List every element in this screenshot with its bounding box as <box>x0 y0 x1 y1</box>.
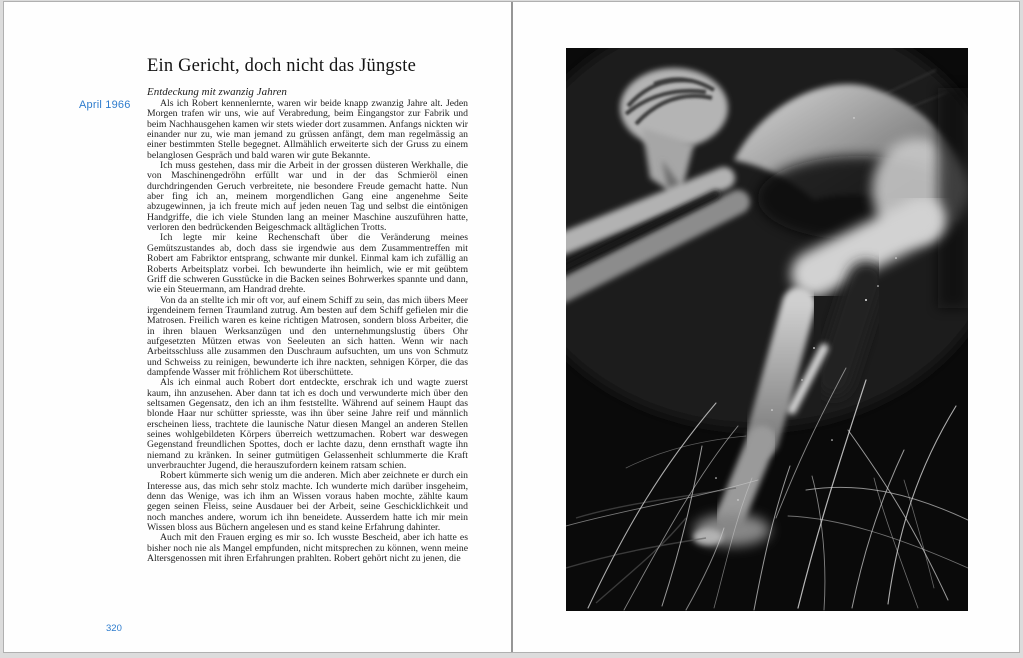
paragraph: Robert kümmerte sich wenig um die anderen. Mich aber zeichnete er durch ein Interesse aus, das mich sehr stolz machte. Ich wunderte mich darüber insgeheim, denn das Wenige, was ich ihm an Wissen voraus haben mochte, zählte kaum gegen seinen Fleiss, seine Ausdauer bei der Arbeit, seine Geschicklichkeit und noch manches andere, worum ich ihn beneidete. Ausserdem hatte ich mir mein Wissen bloss aus Büchern angelesen und es stand keine Erfahrung dahinter. <box>147 470 468 534</box>
chapter-title: Ein Gericht, doch nicht das Jüngste <box>147 56 417 76</box>
body-text <box>147 99 468 564</box>
paragraph: Ich legte mir keine Rechenschaft über die Veränderung meines Gemütszustandes ab, doch dass sie irgendwie aus dem Zusammentreffen mit Robert am Fabriktor entsprang, schwante mir dunkel. Einmal kam ich zufällig an Roberts Arbeitsplatz vorbei. Ich bewunderte ihn heimlich, wie er mit geübtem Griff die schweren Gusstücke in die Backen seines Bohrwerkes spannte und dann, wie ein Steuermann, am Handrad drehte. <box>147 232 468 296</box>
paragraph: Auch mit den Frauen erging es mir so. Ich wusste Bescheid, aber ich hatte es bisher noch nie als Mangel empfunden, nicht mitsprechen zu können, wenn meine Altersgenossen mit ihren Erfahrungen prahlten. Robert gehört nicht zu jenen, die <box>147 532 468 565</box>
page-number: 320 <box>106 623 122 634</box>
margin-date-note: April 1966 <box>79 99 131 111</box>
book-spread <box>3 1 1020 653</box>
section-subtitle: Entdeckung mit zwanzig Jahren <box>147 86 287 98</box>
photograph <box>566 48 968 611</box>
paragraph: Als ich Robert kennenlernte, waren wir beide knapp zwanzig Jahre alt. Jeden Morgen trafen wir uns, wie auf Verabredung, beim Eingangstor zur Fabrik und beim Nachhausgehen kamen wir stets wieder dort zusammen. Anfangs nickten wir einander nur zu, wie man jemand zu grüssen anfängt, dem man regelmässig an einer bestimmten Stelle begegnet. Allmählich erweiterte sich der Gruss zu einem belanglosen Gespräch und bald waren wir gute Bekannte. <box>147 98 468 161</box>
right-page <box>513 2 1021 652</box>
left-page <box>4 2 511 652</box>
photo-illustration <box>566 48 968 611</box>
paragraph: Von da an stellte ich mir oft vor, auf einem Schiff zu sein, das mich übers Meer irgendeinem fernen Traumland zutrug. Am besten auf dem Schiff gefielen mir die Matrosen. Freilich waren es keine richtigen Matrosen, sondern bloss Arbeiter, die in ihren blauen Werksanzügen und den unternehmungslustig übers Ohr aufgesetzten Mützen etwas von Seeleuten an sich hatten. Wenn wir nach Arbeitsschluss alle zusammen den Duschraum aufsuchten, um uns von Schmutz und Schweiss zu reinigen, bewunderte ich ihre nackten, sehnigen Körper, die das dampfende Wasser mit fröhlichem Rot überschüttete. <box>147 294 468 378</box>
paragraph: Ich muss gestehen, dass mir die Arbeit in der grossen düsteren Werkhalle, die von Maschinengedröhn erfüllt war und in der das Schmieröl einen durchdringenden Geruch verbreitete, nie besondere Freude gemacht hatte. Nun aber fing ich an, meinem morgendlichen Gang eine angenehme Seite abzugewinnen, ja ich freute mich auf jeden neuen Tag und selbst die eintönigen Handgriffe, die ich viele Stunden lang an meiner Maschine auszuführen hatte, verloren den bedrückenden Beigeschmack alltäglichen Trotts. <box>147 160 468 234</box>
paragraph: Als ich einmal auch Robert dort entdeckte, erschrak ich und wagte zuerst kaum, ihn anzusehen. Aber dann tat ich es doch und verwunderte mich über den seltsamen Gegensatz, den ich an ihm feststellte. Während auf seinem Haupt das blonde Haar nur schütter spriesste, was ihn über seine Jahre reif und männlich erscheinen liess, trachtete die launische Natur diesen Mangel an anderen Stellen seines wohlgebildeten Körpers überreich wettzumachen. Robert war deswegen Gegenstand freundlichen Spottes, doch er lachte dazu, denn ernsthaft wagte ihn niemand zu kränken. In seiner gutmütigen Gelassenheit schlummerte die Kraft unverbrauchter Jugend, die herauszufordern keinem ratsam schien. <box>147 377 468 472</box>
